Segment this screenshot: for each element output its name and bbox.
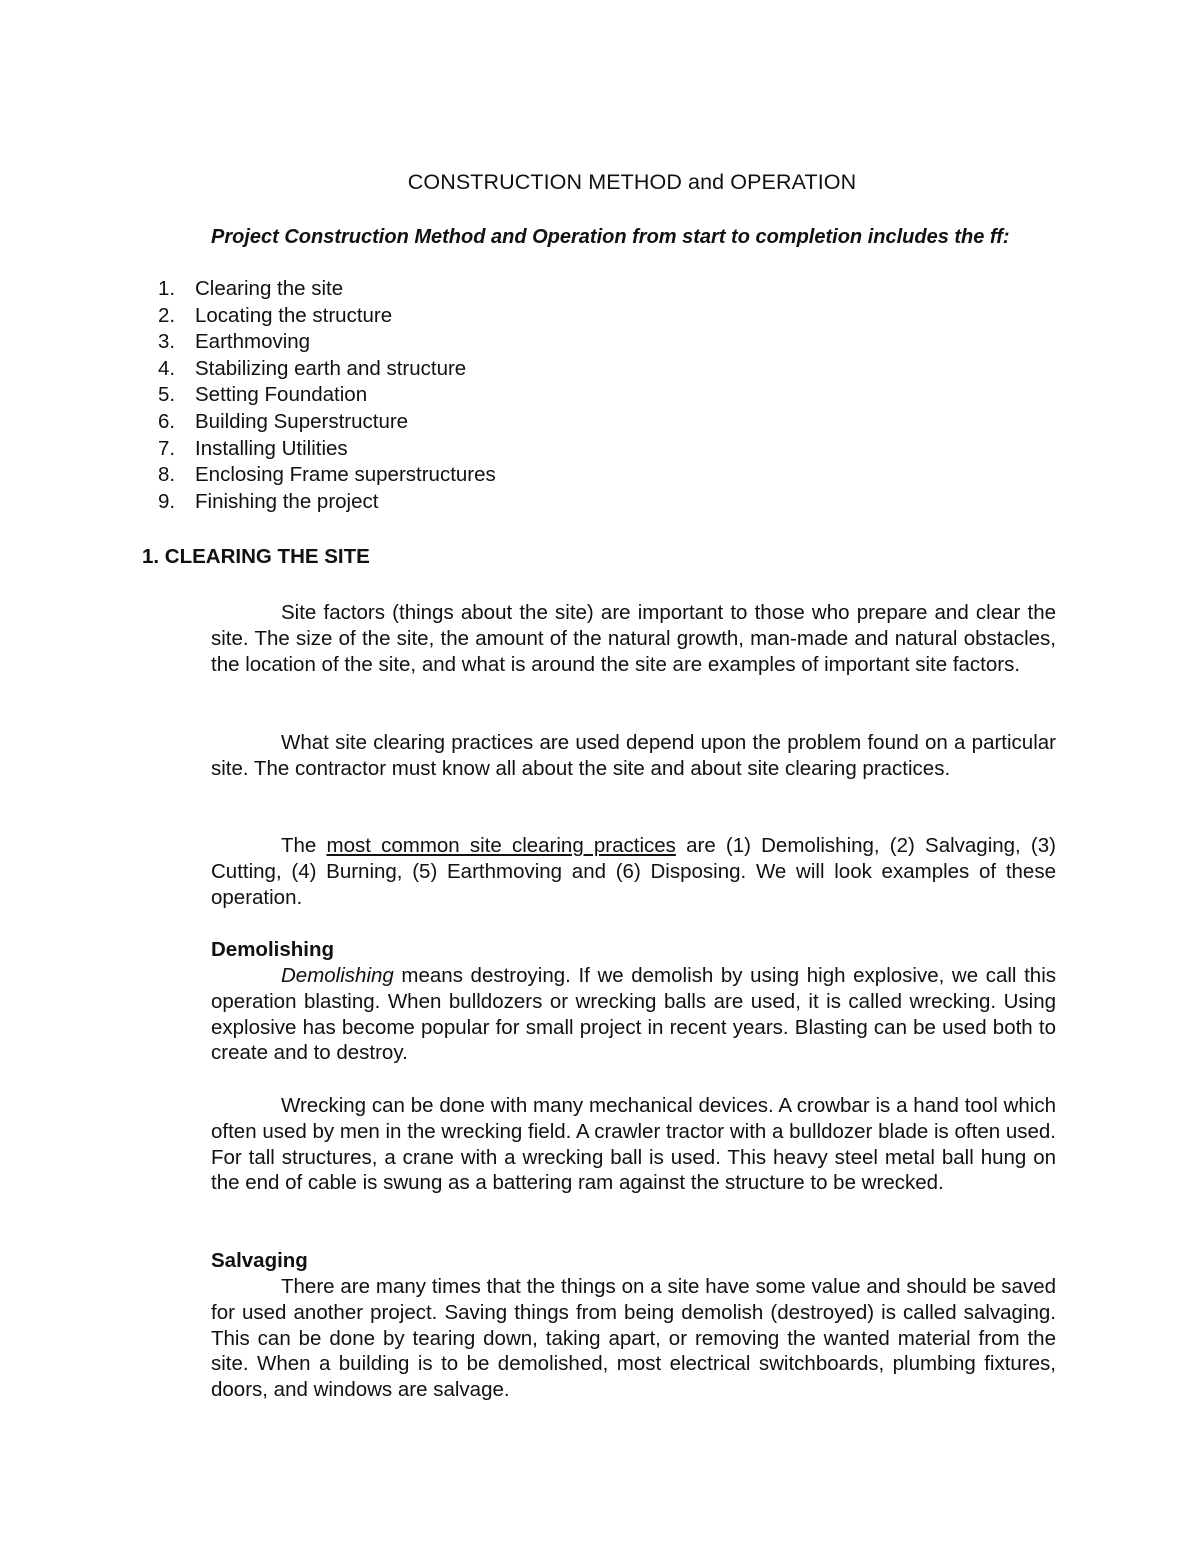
list-item-number: 8. — [158, 463, 176, 487]
list-item — [158, 329, 496, 356]
list-item-label: Finishing the project — [195, 489, 379, 513]
list-item-label: Earthmoving — [195, 330, 311, 354]
intro-statement: Project Construction Method and Operation from start to completion includes the ff: — [211, 226, 1010, 248]
list-item-label: Setting Foundation — [195, 383, 368, 407]
paragraph-demolishing — [211, 963, 1056, 1066]
paragraph-site-factors: Site factors (things about the site) are important to those who prepare and clear the site. The size of the site, the amount of the natural growth, man-made and natural obstacles, the location of the site, and what is around the site are examples of important site factors. — [211, 601, 1056, 676]
list-item — [158, 276, 496, 303]
list-item — [158, 382, 496, 409]
list-item-label: Building Superstructure — [195, 409, 409, 433]
list-item — [158, 489, 496, 516]
construction-steps-list — [158, 276, 496, 515]
list-item-label: Stabilizing earth and structure — [195, 356, 467, 380]
list-item-number: 5. — [158, 383, 176, 407]
list-item-number: 7. — [158, 436, 176, 460]
list-item-label: Clearing the site — [195, 277, 344, 300]
list-item-number: 1. — [158, 277, 176, 300]
subheading-demolishing: Demolishing — [211, 938, 335, 961]
paragraph-salvaging: There are many times that the things on a site have some value and should be saved for used another project. Saving things from being demolish (destroyed) is called salvaging. This can be done by tearing down, taking apart, or removing the wanted material from the site. When a building is to be demolished, most electrical switchboards, plumbing fixtures, doors, and windows are salvage. — [211, 1275, 1056, 1402]
list-item-label: Locating the structure — [195, 303, 393, 327]
section-heading-clearing-the-site: 1. CLEARING THE SITE — [142, 545, 370, 568]
paragraph-clearing-practices: What site clearing practices are used depend upon the problem found on a particular site. The contractor must know all about the site and about site clearing practices. — [211, 731, 1056, 780]
subheading-salvaging: Salvaging — [211, 1249, 308, 1272]
list-item — [158, 462, 496, 489]
list-item — [158, 303, 496, 330]
paragraph-common-practices — [211, 833, 1056, 910]
list-item — [158, 409, 496, 436]
paragraph-text: are (1) Demolishing, (2) Salvaging, (3) Cutting, (4) Burning, (5) Earthmoving and (6) Disposing. We will look examples of these operation. — [211, 834, 1056, 909]
underlined-phrase: most common site clearing practices — [326, 834, 676, 857]
list-item-number: 2. — [158, 303, 176, 327]
list-item — [158, 356, 496, 383]
list-item-label: Installing Utilities — [195, 436, 348, 460]
list-item-number: 9. — [158, 489, 176, 513]
list-item-number: 3. — [158, 330, 176, 354]
paragraph-text: means destroying. If we demolish by using high explosive, we call this operation blasting. When bulldozers or wrecking balls are used, it is called wrecking. Using explosive has become popular for small project in recent years. Blasting can be used both to create and to destroy. — [211, 964, 1056, 1065]
list-item — [158, 436, 496, 463]
document-title: CONSTRUCTION METHOD and OPERATION — [407, 170, 857, 194]
list-item-label: Enclosing Frame superstructures — [195, 463, 496, 487]
paragraph-text: The — [281, 834, 327, 857]
italic-term: Demolishing — [281, 964, 394, 987]
list-item-number: 6. — [158, 409, 176, 433]
paragraph-wrecking: Wrecking can be done with many mechanical devices. A crowbar is a hand tool which often used by men in the wrecking field. A crawler tractor with a bulldozer blade is often used. For tall structures, a crane with a wrecking ball is used. This heavy steel metal ball hung on the end of cable is swung as a battering ram against the structure to be wrecked. — [211, 1094, 1056, 1195]
list-item-number: 4. — [158, 356, 176, 380]
